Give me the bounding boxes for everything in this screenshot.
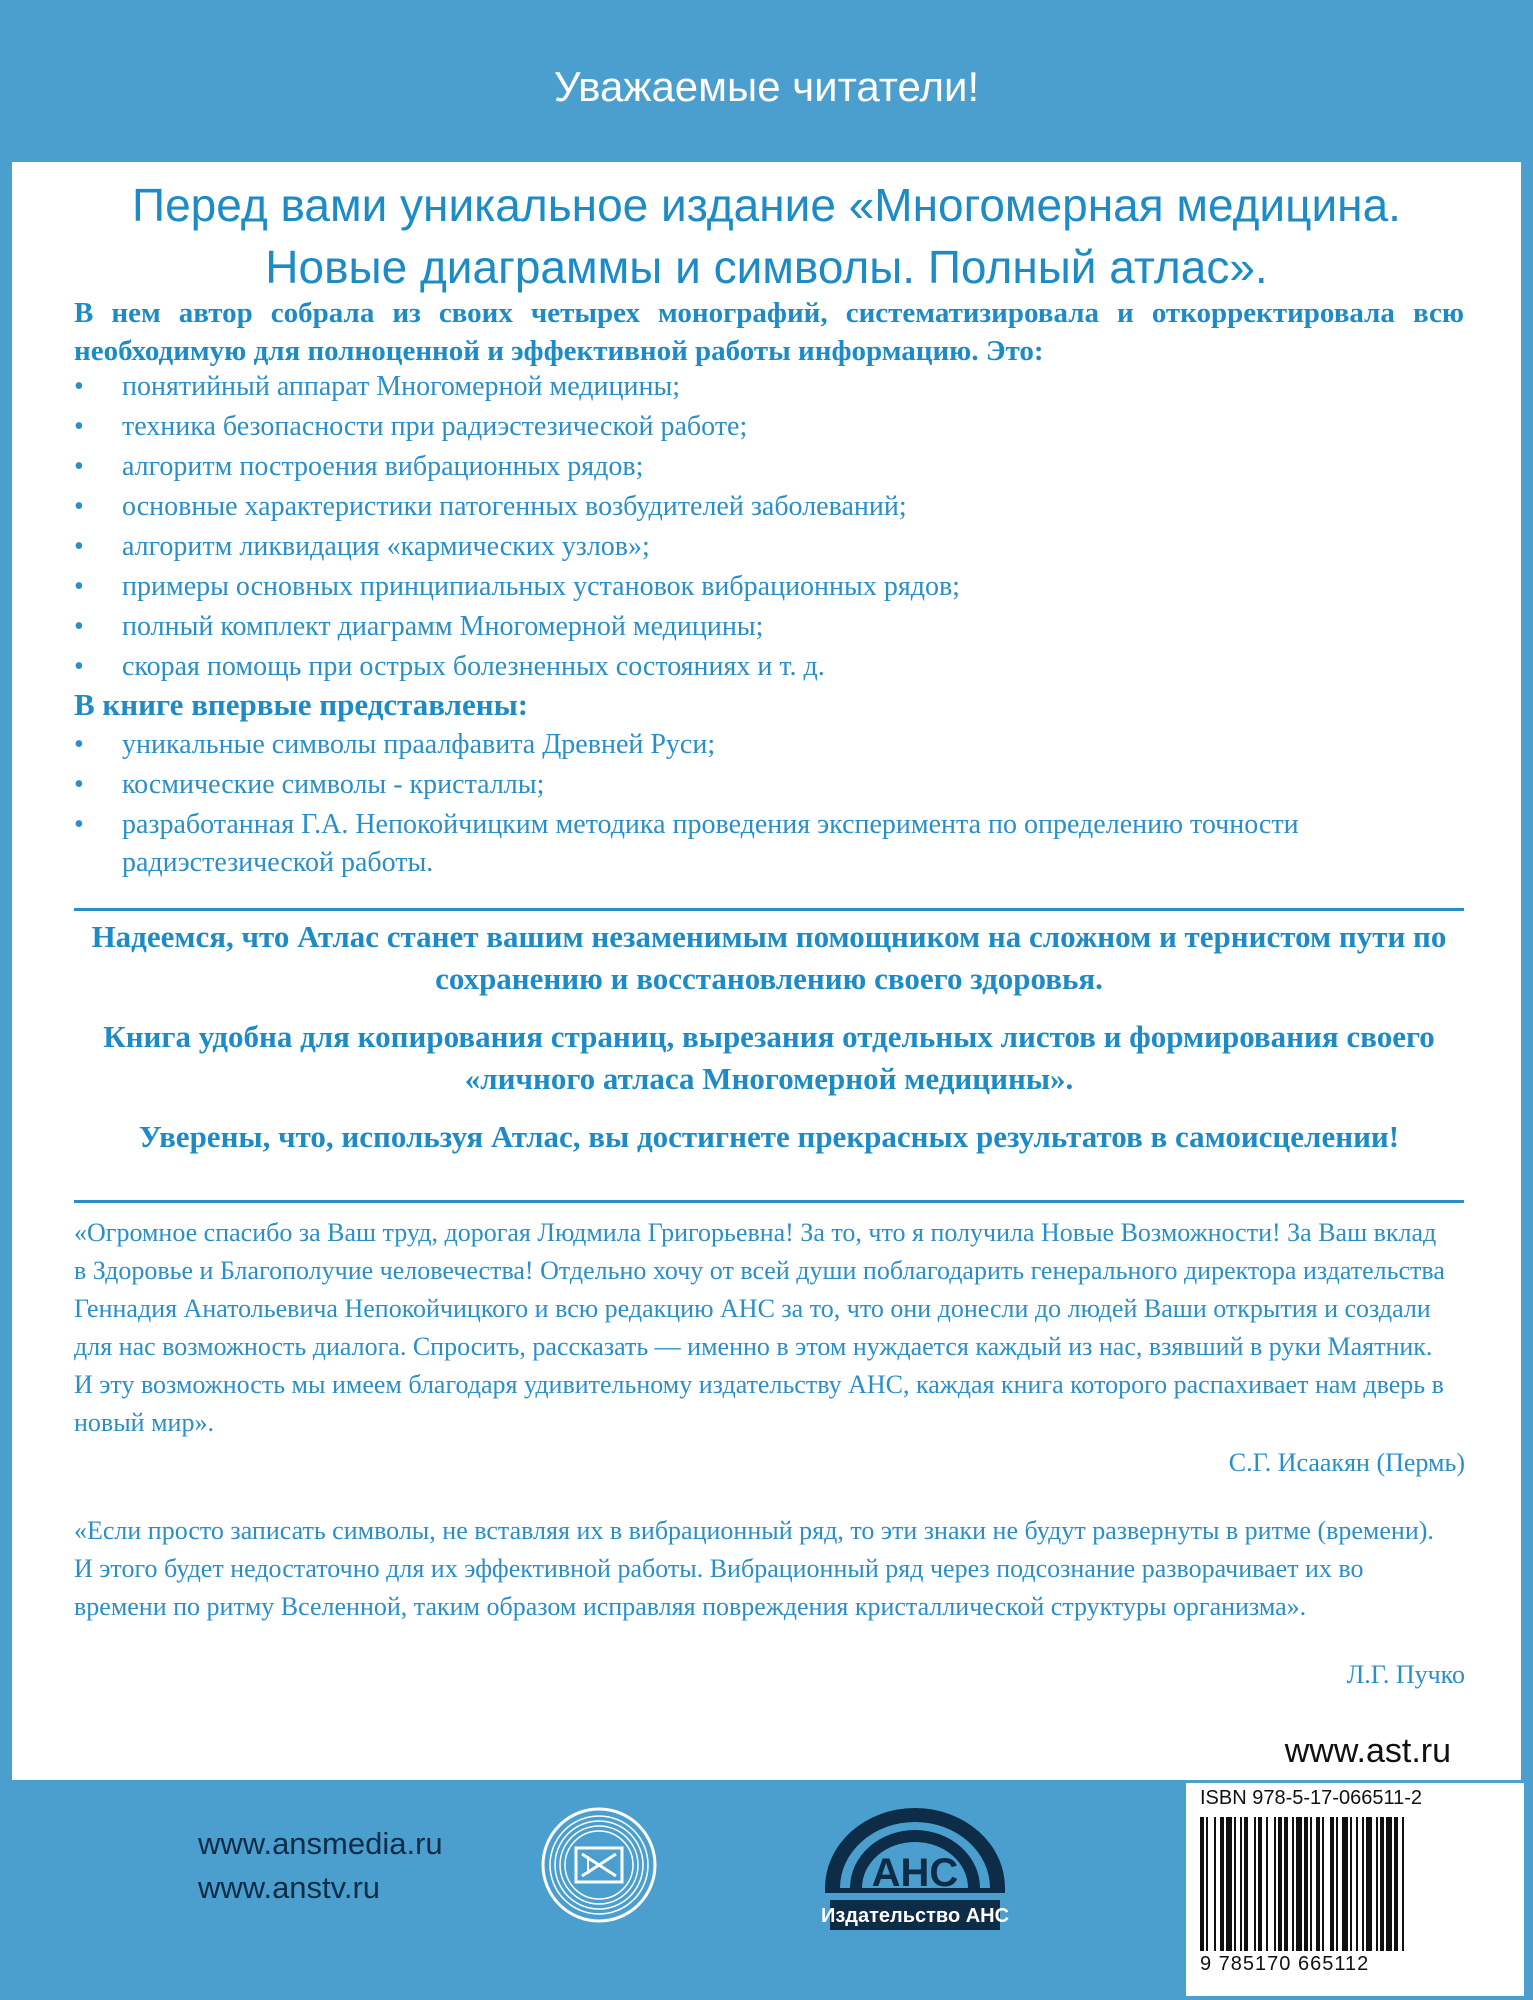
feature-list	[74, 368, 1464, 688]
barcode-bars-icon	[1200, 1817, 1510, 1951]
bullet-icon: •	[74, 809, 84, 840]
list-item: • полный комплект диаграмм Многомерной медицины;	[74, 608, 1464, 646]
list-item: • техника безопасности при радиэстезической работе;	[74, 408, 1464, 446]
barcode	[1186, 1783, 1524, 1996]
list-item: • скорая помощь при острых болезненных состояниях и т. д.	[74, 648, 1464, 686]
intro-text: В нем автор собрала из своих четырех монографий, систематизировала и откорректировала всю необходимую для полноценной и эффективной работы информацию. Это:	[74, 297, 1464, 367]
intro-title-line2: Новые диаграммы и символы. Полный атлас».	[265, 241, 1268, 293]
isbn-number: ISBN 978-5-17-066511-2	[1200, 1787, 1422, 1809]
bullet-icon: •	[74, 531, 84, 562]
seal-logo-icon	[540, 1806, 658, 1924]
appeal-paragraph-1: Надеемся, что Атлас станет вашим незаменимым помощником на сложном и тернистом пути по сохранению и восстановлению своего здоровья.	[91, 919, 1447, 996]
appeal-paragraph-2: Книга удобна для копирования страниц, вырезания отдельных листов и формирования своего «личного атласа Многомерной медицины».	[103, 1019, 1435, 1096]
site-link[interactable]: www.ast.ru	[1284, 1732, 1451, 1770]
quote-author: С.Г. Исаакян (Пермь)	[1228, 1448, 1465, 1477]
divider	[74, 908, 1464, 911]
bullet-icon: •	[74, 451, 84, 482]
list-item: • понятийный аппарат Многомерной медицины;	[74, 368, 1464, 406]
bullet-icon: •	[74, 611, 84, 642]
bullet-icon: •	[74, 729, 84, 760]
firsts-list	[74, 726, 1464, 884]
bullet-icon: •	[74, 411, 84, 442]
firsts-heading: В книге впервые представлены:	[74, 687, 529, 722]
appeal-paragraph-3: Уверены, что, используя Атлас, вы достигнете прекрасных результатов в самоисцелении!	[138, 1119, 1400, 1154]
bullet-icon: •	[74, 769, 84, 800]
quote-author: Л.Г. Пучко	[1346, 1660, 1465, 1689]
list-item: • алгоритм построения вибрационных рядов;	[74, 448, 1464, 486]
list-item: • алгоритм ликвидация «кармических узлов»;	[74, 528, 1464, 566]
author-quote: «Если просто записать символы, не вставляя их в вибрационный ряд, то эти знаки не будут развернуты в ритме (времени). И этого будет недостаточно для их эффективной работы. Вибрационный ряд через подсознание разворачивает их во времени по ритму Вселенной, таким образом исправляя повреждения кристаллической структуры организма».	[74, 1516, 1434, 1621]
logo-letters: АНС	[871, 1851, 959, 1895]
list-item: • разработанная Г.А. Непокойчицким методика проведения эксперимента по определению точности радиэстезической работы.	[74, 806, 1464, 882]
reader-quote: «Огромное спасибо за Ваш труд, дорогая Людмила Григорьевна! За то, что я получила Новые Возможности! За Ваш вклад в Здоровье и Благополучие человечества! Отдельно хочу от всей души поблагодарить генерального директора издательства Геннадия Анатольевича Непокойчицкого и всю редакцию АНС за то, что они донесли до людей Ваши открытия и создали для нас возможность диалога. Спросить, рассказать — именно в этом нуждается каждый из нас, взявший в руки Маятник. И эту возможность мы имеем благодаря удивительному издательству АНС, каждая книга которого распахивает нам дверь в новый мир».	[74, 1218, 1445, 1437]
bullet-icon: •	[74, 371, 84, 402]
intro-title	[12, 174, 1521, 298]
publisher-logo	[810, 1790, 1020, 1940]
list-item: • космические символы - кристаллы;	[74, 766, 1464, 804]
page-title: Уважаемые читатели!	[553, 63, 980, 110]
list-item: • примеры основных принципиальных установок вибрационных рядов;	[74, 568, 1464, 606]
bullet-icon: •	[74, 571, 84, 602]
footer-links	[198, 1822, 443, 1910]
bullet-icon: •	[74, 651, 84, 682]
bullet-icon: •	[74, 491, 84, 522]
website-link[interactable]: www.anstv.ru	[198, 1870, 381, 1905]
website-link[interactable]: www.ansmedia.ru	[198, 1826, 443, 1861]
intro-title-line1: Перед вами уникальное издание «Многомерная медицина.	[132, 179, 1401, 231]
barcode-digits: 9 785170 665112	[1200, 1953, 1370, 1975]
main-content	[12, 162, 1521, 1780]
publisher-label: Издательство АНС	[820, 1905, 1010, 1927]
list-item: • уникальные символы праалфавита Древней Руси;	[74, 726, 1464, 764]
list-item: • основные характеристики патогенных возбудителей заболеваний;	[74, 488, 1464, 526]
divider	[74, 1200, 1464, 1203]
